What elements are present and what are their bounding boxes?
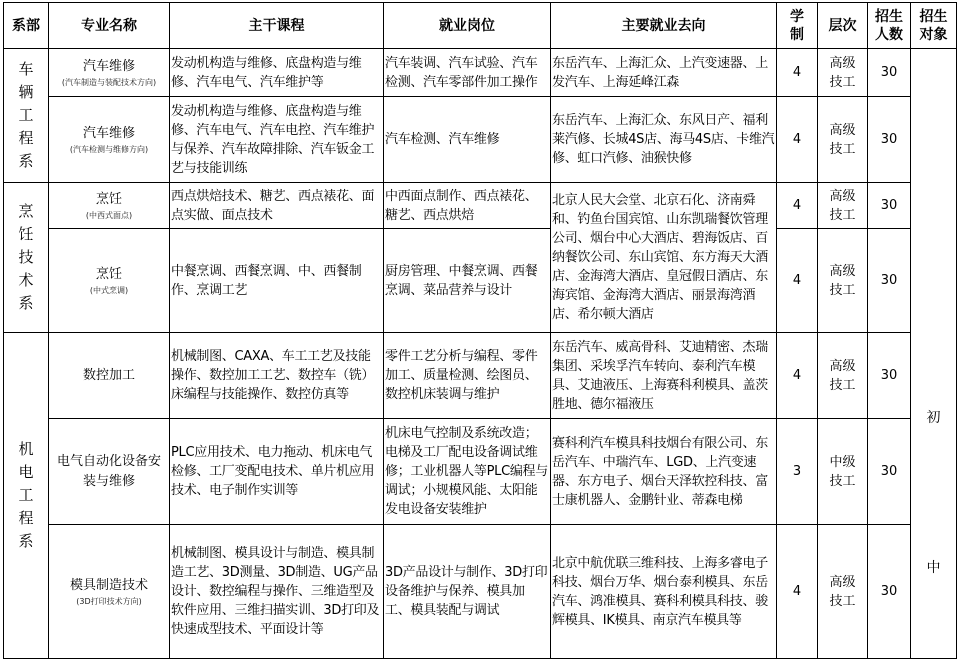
destinations-cell: 北京中航优联三维科技、上海多睿电子科技、烟台万华、烟台泰利模具、东岳汽车、鸿准模具、赛科利模具科技、骏辉模具、IK模具、南京汽车模具等 <box>551 525 777 659</box>
enroll-cell: 30 <box>868 229 911 333</box>
header-major: 专业名称 <box>49 3 170 49</box>
destinations-cell: 北京人民大会堂、北京石化、济南舜和、钓鱼台国宾馆、山东凯瑞餐饮管理公司、烟台中心大酒店、碧海饭店、百纳餐饮公司、东山宾馆、东方海天大酒店、金海湾大酒店、皇冠假日酒店、东海宾馆、金海湾大酒店、丽景海湾酒店、希尔顿大酒店 <box>551 183 777 333</box>
table-row <box>4 229 957 333</box>
level-cell: 中级技工 <box>818 419 868 525</box>
years-cell: 3 <box>777 419 818 525</box>
major-cell: 烹饪 (中式烹调) <box>49 229 170 333</box>
years-cell: 4 <box>777 229 818 333</box>
enroll-cell: 30 <box>868 333 911 419</box>
table-row <box>4 333 957 419</box>
dept-cell: 车辆工程系 <box>4 49 49 183</box>
major-cell: 汽车维修 (汽车制造与装配技术方向) <box>49 49 170 97</box>
level-cell: 高级技工 <box>818 97 868 183</box>
jobs-cell: 汽车检测、汽车维修 <box>384 97 551 183</box>
years-cell: 4 <box>777 525 818 659</box>
enroll-cell: 30 <box>868 525 911 659</box>
enroll-cell: 30 <box>868 419 911 525</box>
destinations-cell: 东岳汽车、威高骨科、艾迪精密、杰瑞集团、采埃孚汽车转向、泰利汽车模具、艾迪液压、上海赛科利模具、盖茨胜地、德尔福液压 <box>551 333 777 419</box>
enroll-cell: 30 <box>868 97 911 183</box>
jobs-cell: 中西面点制作、西点裱花、糖艺、西点烘焙 <box>384 183 551 229</box>
major-cell: 汽车维修 (汽车检测与维修方向) <box>49 97 170 183</box>
dept-cell: 烹饪技术系 <box>4 183 49 333</box>
table-row <box>4 183 957 229</box>
courses-cell: 发动机构造与维修、底盘构造与维修、汽车电气、汽车电控、汽车维护与保养、汽车故障排除、汽车钣金工艺与技能训练 <box>170 97 384 183</box>
level-cell: 高级技工 <box>818 525 868 659</box>
target-line1: 初 <box>926 410 941 426</box>
courses-cell: 中餐烹调、西餐烹调、中、西餐制作、烹调工艺 <box>170 229 384 333</box>
header-row <box>4 3 957 49</box>
header-target: 招生对象 <box>911 3 957 49</box>
jobs-cell: 零件工艺分析与编程、零件加工、质量检测、绘图员、数控机床装调与维护 <box>384 333 551 419</box>
header-enroll: 招生人数 <box>868 3 911 49</box>
table-row <box>4 525 957 659</box>
table-row <box>4 49 957 97</box>
table-row <box>4 419 957 525</box>
enroll-cell: 30 <box>868 49 911 97</box>
major-cell: 数控加工 <box>49 333 170 419</box>
years-cell: 4 <box>777 97 818 183</box>
level-cell: 高级技工 <box>818 183 868 229</box>
header-courses: 主干课程 <box>170 3 384 49</box>
header-level: 层次 <box>818 3 868 49</box>
enroll-cell: 30 <box>868 183 911 229</box>
years-cell: 4 <box>777 49 818 97</box>
destinations-cell: 东岳汽车、上海汇众、上汽变速器、上发汽车、上海延峰江森 <box>551 49 777 97</box>
major-cell: 电气自动化设备安装与维修 <box>49 419 170 525</box>
header-jobs: 就业岗位 <box>384 3 551 49</box>
jobs-cell: 机床电气控制及系统改造；电梯及工厂配电设备调试维修；工业机器人等PLC编程与调试；小规模风能、太阳能发电设备安装维护 <box>384 419 551 525</box>
level-cell: 高级技工 <box>818 49 868 97</box>
courses-cell: 发动机构造与维修、底盘构造与维修、汽车电气、汽车维护等 <box>170 49 384 97</box>
enrollment-table <box>3 2 957 659</box>
jobs-cell: 3D产品设计与制作、3D打印设备维护与保养、模具加工、模具装配与调试 <box>384 525 551 659</box>
jobs-cell: 厨房管理、中餐烹调、西餐烹调、菜品营养与设计 <box>384 229 551 333</box>
destinations-cell: 赛科利汽车模具科技烟台有限公司、东岳汽车、中瑞汽车、LGD、上汽变速器、东方电子、烟台天泽软控科技、富士康机器人、金鹏针业、蒂森电梯 <box>551 419 777 525</box>
destinations-cell: 东岳汽车、上海汇众、东风日产、福利莱汽修、长城4S店、海马4S店、卡维汽修、虹口汽修、油猴快修 <box>551 97 777 183</box>
target-line2: 中 <box>926 560 941 576</box>
jobs-cell: 汽车装调、汽车试验、汽车检测、汽车零部件加工操作 <box>384 49 551 97</box>
courses-cell: PLC应用技术、电力拖动、机床电气检修、工厂变配电技术、单片机应用技术、电子制作实训等 <box>170 419 384 525</box>
target-cell <box>911 49 957 659</box>
courses-cell: 西点烘焙技术、糖艺、西点裱花、面点实做、面点技术 <box>170 183 384 229</box>
header-years: 学制 <box>777 3 818 49</box>
level-cell: 高级技工 <box>818 333 868 419</box>
major-cell: 模具制造技术 (3D打印技术方向) <box>49 525 170 659</box>
courses-cell: 机械制图、模具设计与制造、模具制造工艺、3D测量、3D制造、UG产品设计、数控编程与操作、三维造型及软件应用、三维扫描实训、3D打印及快速成型技术、平面设计等 <box>170 525 384 659</box>
table-row <box>4 97 957 183</box>
level-cell: 高级技工 <box>818 229 868 333</box>
major-cell: 烹饪 (中西式面点) <box>49 183 170 229</box>
years-cell: 4 <box>777 333 818 419</box>
courses-cell: 机械制图、CAXA、车工工艺及技能操作、数控加工工艺、数控车（铣）床编程与技能操作、数控仿真等 <box>170 333 384 419</box>
header-destinations: 主要就业去向 <box>551 3 777 49</box>
dept-cell: 机电工程系 <box>4 333 49 659</box>
years-cell: 4 <box>777 183 818 229</box>
header-dept: 系部 <box>4 3 49 49</box>
